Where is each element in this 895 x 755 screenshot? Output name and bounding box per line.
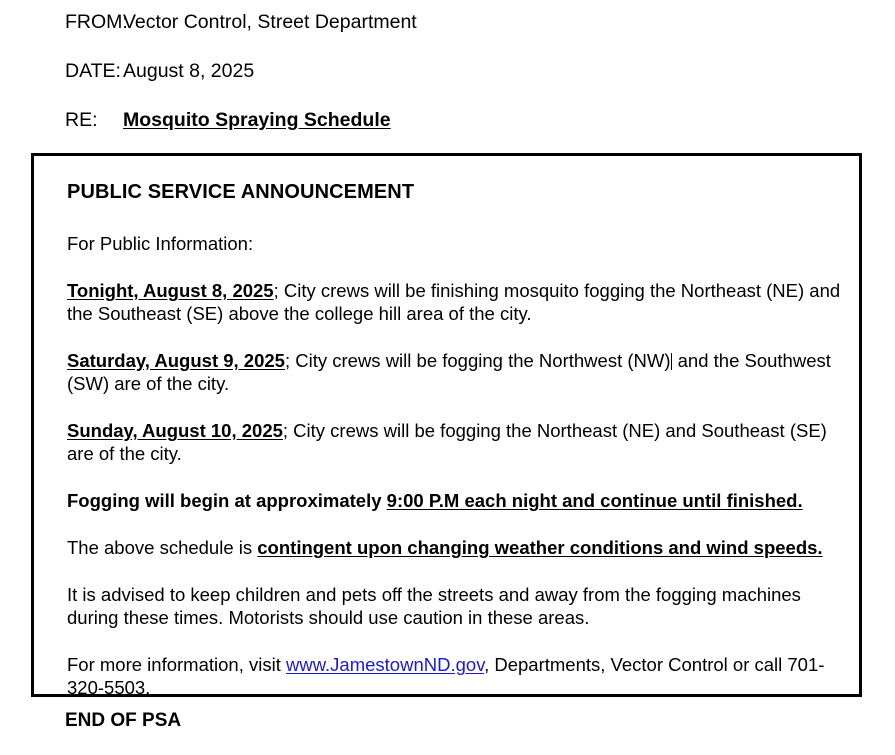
memo-row-date (0, 59, 895, 108)
psa-schedule-saturday (67, 349, 841, 395)
contingency-emphasis: contingent upon changing weather conditions and wind speeds. (257, 537, 823, 558)
psa-box-content (34, 156, 859, 699)
schedule-body-sunday: ; City crews will be fogging the Northeast (NE) and Southeast (SE) are of the city. (67, 420, 827, 464)
schedule-body-saturday-after-caret: and the Southwest (SW) are of the city. (67, 350, 831, 394)
jamestown-website-link[interactable]: www.JamestownND.gov (285, 654, 485, 675)
memo-value-from: Vector Control, Street Department (123, 11, 417, 33)
schedule-body-saturday-before-caret: ; City crews will be fogging the Northwest (NW) (284, 350, 671, 371)
psa-schedule-sunday (67, 419, 841, 465)
schedule-lead-tonight: Tonight, August 8, 2025 (67, 280, 274, 301)
memo-value-re: Mosquito Spraying Schedule (123, 109, 391, 131)
psa-contact (67, 653, 841, 699)
memo-label-re: RE: (65, 109, 98, 131)
memo-row-re (0, 108, 895, 157)
contact-suffix: , Departments, Vector Control or call 701-320-5503. (67, 654, 825, 698)
schedule-lead-sunday: Sunday, August 10, 2025 (67, 420, 283, 441)
schedule-lead-saturday: Saturday, August 9, 2025 (67, 350, 285, 371)
psa-contingency-statement (67, 536, 841, 559)
memo-row-from (0, 10, 895, 59)
timing-emphasis: 9:00 P.M each night and continue until finished. (386, 490, 803, 511)
timing-prefix: Fogging will begin at approximately (67, 490, 387, 511)
psa-schedule-tonight (67, 279, 841, 325)
psa-title: PUBLIC SERVICE ANNOUNCEMENT (67, 181, 415, 203)
psa-intro: For Public Information: (67, 233, 254, 254)
psa-timing-statement (67, 489, 841, 512)
memo-label-from: FROM: (65, 11, 128, 33)
memo-value-date: August 8, 2025 (123, 60, 255, 82)
contingency-prefix: The above schedule is (67, 537, 258, 558)
contact-prefix: For more information, visit (67, 654, 286, 675)
psa-end-label: END OF PSA (65, 710, 182, 731)
psa-advisory: It is advised to keep children and pets off the streets and away from the fogging machines during these times. Motorists should use caution in these areas. (67, 584, 801, 628)
memo-header (0, 0, 895, 157)
text-cursor-caret (671, 353, 672, 370)
schedule-body-tonight: ; City crews will be finishing mosquito fogging the Northeast (NE) and the Southeast (SE) above the college hill area of the city. (67, 280, 841, 324)
psa-box (31, 153, 862, 697)
memo-label-date: DATE: (65, 60, 121, 82)
